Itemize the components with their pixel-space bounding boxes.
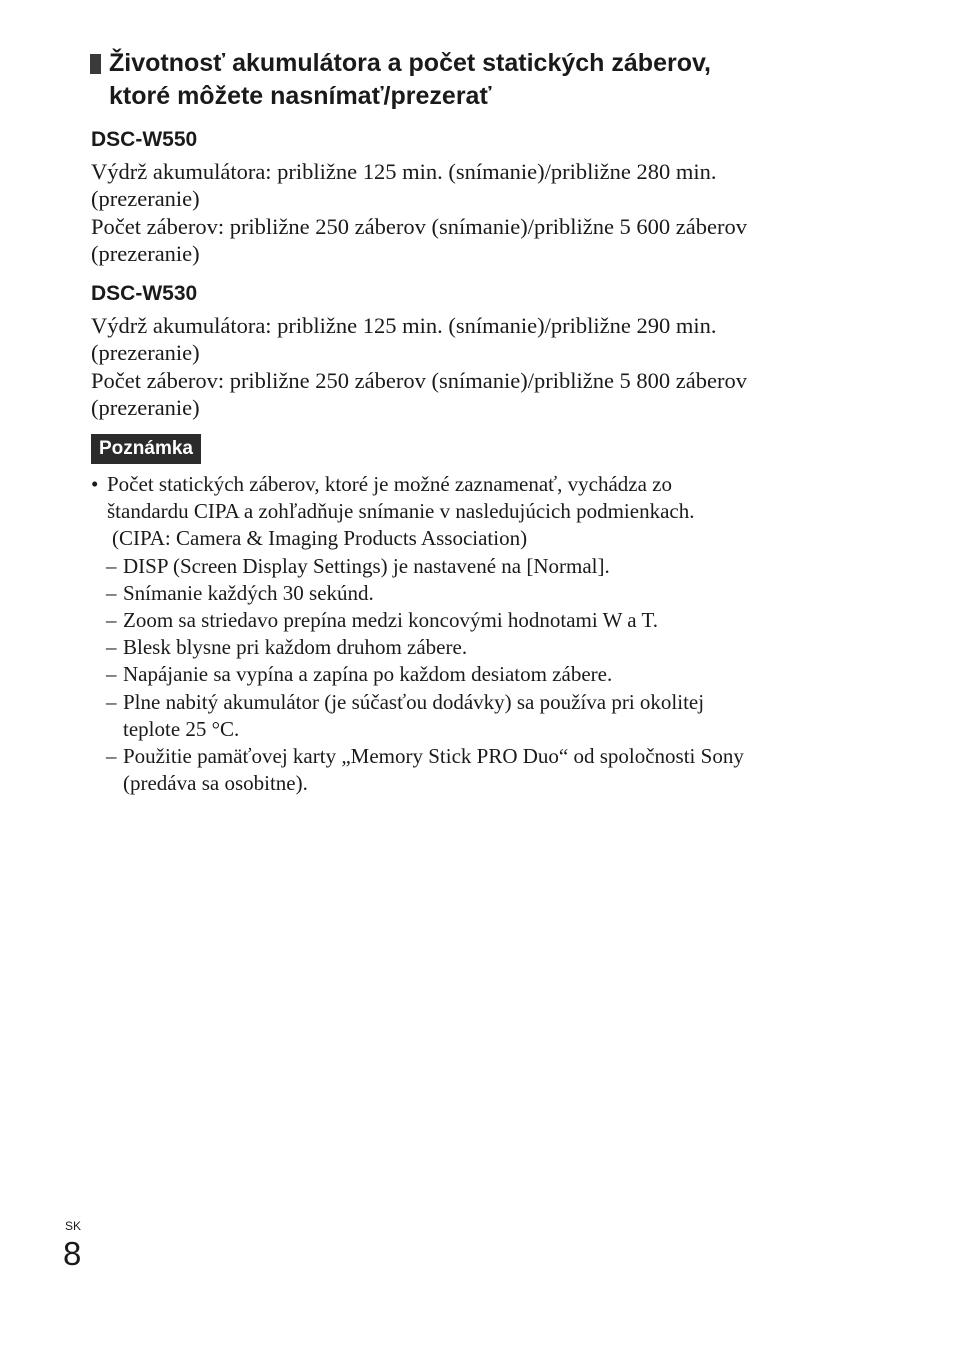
condition-text: (predáva sa osobitne). [123, 771, 308, 796]
condition-text: Blesk blysne pri každom druhom zábere. [123, 635, 468, 660]
condition-text: Napájanie sa vypína a zapína po každom desiatom zábere. [123, 662, 613, 687]
page-number: 8 [63, 1235, 82, 1272]
condition-text: teplote 25 °C. [123, 716, 240, 741]
note-list [91, 471, 851, 797]
shot-count-line-cont: (prezeranie) [91, 240, 200, 266]
condition-item [91, 661, 851, 688]
language-code: SK [65, 1219, 82, 1233]
spec-paragraph-w550 [91, 158, 851, 267]
note-bullet-line-1: Počet statických záberov, ktoré je možné zaznamenať, vychádza zo [107, 472, 673, 496]
condition-item [91, 689, 851, 716]
condition-item [91, 607, 851, 634]
condition-item [91, 634, 851, 661]
section-heading [90, 47, 890, 113]
condition-text: Zoom sa striedavo prepína medzi koncovými hodnotami W a T. [123, 608, 658, 633]
dash-marker: – [106, 744, 117, 769]
shot-count-line: Počet záberov: približne 250 záberov (snímanie)/približne 5 600 záberov [91, 213, 748, 239]
dash-marker: – [106, 689, 117, 714]
note-bullet-line-3: (CIPA: Camera & Imaging Products Association) [112, 526, 528, 551]
shot-count-line-cont: (prezeranie) [91, 394, 200, 420]
heading-marker-icon [90, 54, 101, 74]
dash-marker: – [106, 580, 117, 605]
shot-count-line: Počet záberov: približne 250 záberov (snímanie)/približne 5 800 záberov [91, 367, 748, 393]
dash-marker: – [106, 553, 117, 578]
heading-line-1: Životnosť akumulátora a počet statických záberov, [109, 49, 711, 77]
condition-text: DISP (Screen Display Settings) je nastavené na [Normal]. [123, 553, 610, 578]
battery-life-line-cont: (prezeranie) [91, 186, 200, 212]
note-bullet-cont [91, 525, 851, 552]
battery-life-line: Výdrž akumulátora: približne 125 min. (snímanie)/približne 280 min. [91, 159, 717, 184]
dash-marker: – [106, 635, 117, 660]
condition-text: Plne nabitý akumulátor (je súčasťou dodávky) sa používa pri okolitej [123, 689, 705, 714]
model-title-w550: DSC-W550 [91, 128, 198, 151]
note-bullet-line-2: štandardu CIPA a zohľadňuje snímanie v nasledujúcich podmienkach. [107, 499, 695, 524]
bullet-marker: • [91, 472, 99, 496]
note-bullet [91, 471, 851, 498]
dash-marker: – [106, 608, 117, 633]
heading-line-2: ktoré môžete nasnímať/prezerať [109, 82, 492, 110]
condition-item-cont [91, 770, 851, 797]
battery-life-line: Výdrž akumulátora: približne 125 min. (snímanie)/približne 290 min. [91, 313, 717, 338]
condition-item-cont [91, 716, 851, 743]
condition-item [91, 580, 851, 607]
condition-text: Použitie pamäťovej karty „Memory Stick PRO Duo“ od spoločnosti Sony [123, 744, 744, 769]
note-bullet-cont [91, 498, 851, 525]
condition-item [91, 553, 851, 580]
battery-life-line-cont: (prezeranie) [91, 340, 200, 366]
note-badge: Poznámka [91, 434, 201, 464]
model-title-w530: DSC-W530 [91, 282, 198, 305]
dash-marker: – [106, 662, 117, 687]
condition-item [91, 743, 851, 770]
condition-text: Snímanie každých 30 sekúnd. [123, 580, 374, 605]
spec-paragraph-w530 [91, 312, 851, 421]
